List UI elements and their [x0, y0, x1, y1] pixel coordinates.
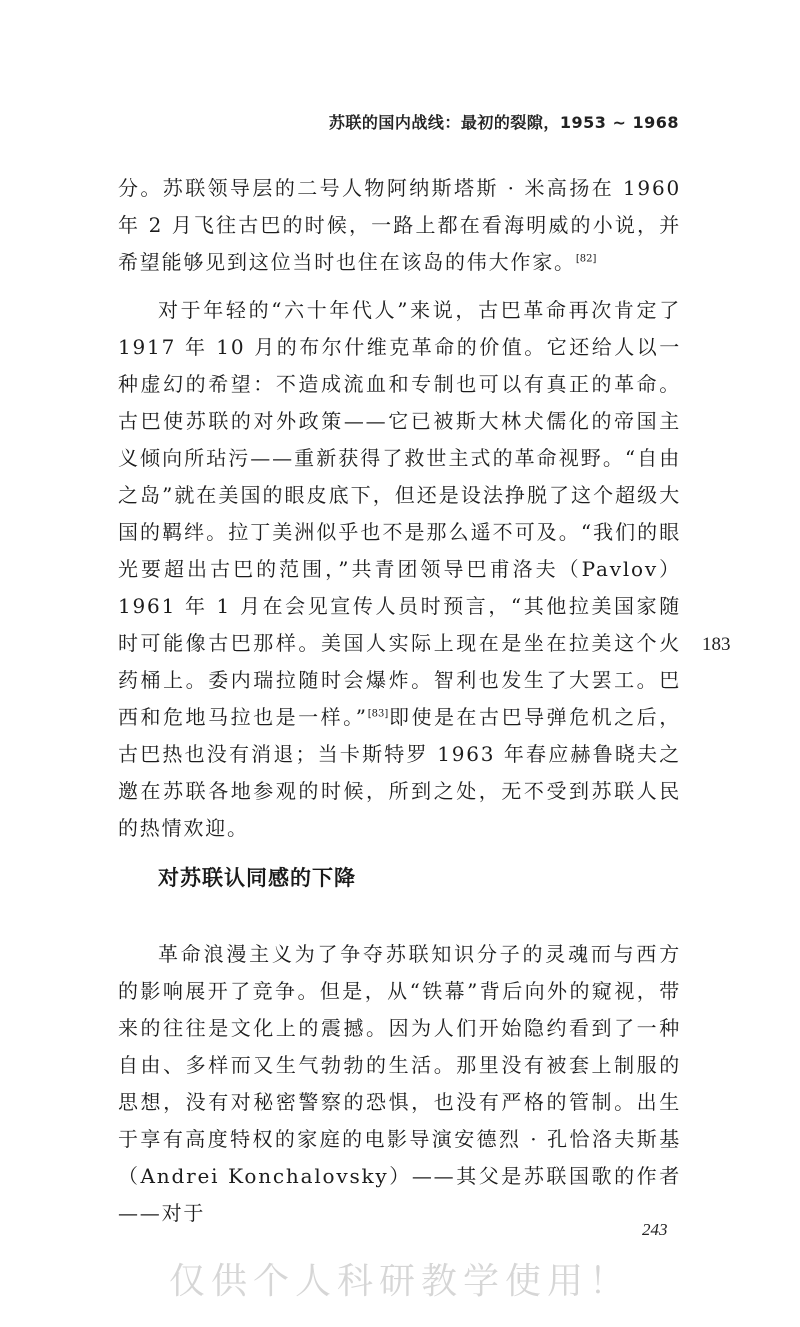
- footnote-ref-82[interactable]: [82]: [575, 253, 597, 265]
- paragraph-1: [118, 170, 681, 281]
- running-head: 苏联的国内战线：最初的裂隙，1953 ~ 1968: [328, 113, 679, 132]
- page-number: 243: [642, 1220, 668, 1239]
- paragraph-1-text: 分。苏联领导层的二号人物阿纳斯塔斯 · 米高扬在 1960 年 2 月飞往古巴的时候，一路上都在看海明威的小说，并希望能够见到这位当时也住在该岛的伟大作家。: [118, 176, 681, 274]
- paragraph-3: [118, 936, 681, 1232]
- section-heading: 对苏联认同感的下降: [158, 866, 356, 890]
- paragraph-2: [118, 292, 681, 847]
- paragraph-2-text-a: 对于年轻的“六十年代人”来说，古巴革命再次肯定了 1917 年 10 月的布尔什维克革命的价值。它还给人以一种虚幻的希望：不造成流血和专制也可以有真正的革命。古巴使苏联的对外政策——它已被斯大林犬儒化的帝国主义倾向所玷污——重新获得了救世主式的革命视野。“自由之岛”就在美国的眼皮底下，但还是设法挣脱了这个超级大国的羁绊。拉丁美洲似乎也不是那么遥不可及。“我们的眼光要超出古巴的范围，”共青团领导巴甫洛夫（Pavlov）1961 年 1 月在会见宣传人员时预言，“其他拉美国家随时可能像古巴那样。美国人实际上现在是坐在拉美这个火药桶上。委内瑞拉随时会爆炸。智利也发生了大罢工。巴西和危地马拉也是一样。”: [118, 298, 681, 729]
- watermark: 仅供个人科研教学使用！: [168, 1261, 631, 1302]
- paragraph-3-text: 革命浪漫主义为了争夺苏联知识分子的灵魂而与西方的影响展开了竞争。但是，从“铁幕”背后向外的窥视，带来的往往是文化上的震撼。因为人们开始隐约看到了一种自由、多样而又生气勃勃的生活。那里没有被套上制服的思想，没有对秘密警察的恐惧，也没有严格的管制。出生于享有高度特权的家庭的电影导演安德烈 · 孔恰洛夫斯基（Andrei Konchalovsky）——其父是苏联国歌的作者——对于: [118, 942, 681, 1225]
- paragraph-2-text-b: 即使是在古巴导弹危机之后，古巴热也没有消退；当卡斯特罗 1963 年春应赫鲁晓夫之邀在苏联各地参观的时候，所到之处，无不受到苏联人民的热情欢迎。: [118, 705, 682, 840]
- margin-page-number: 183: [702, 634, 731, 655]
- footnote-ref-83[interactable]: [83]: [367, 708, 389, 720]
